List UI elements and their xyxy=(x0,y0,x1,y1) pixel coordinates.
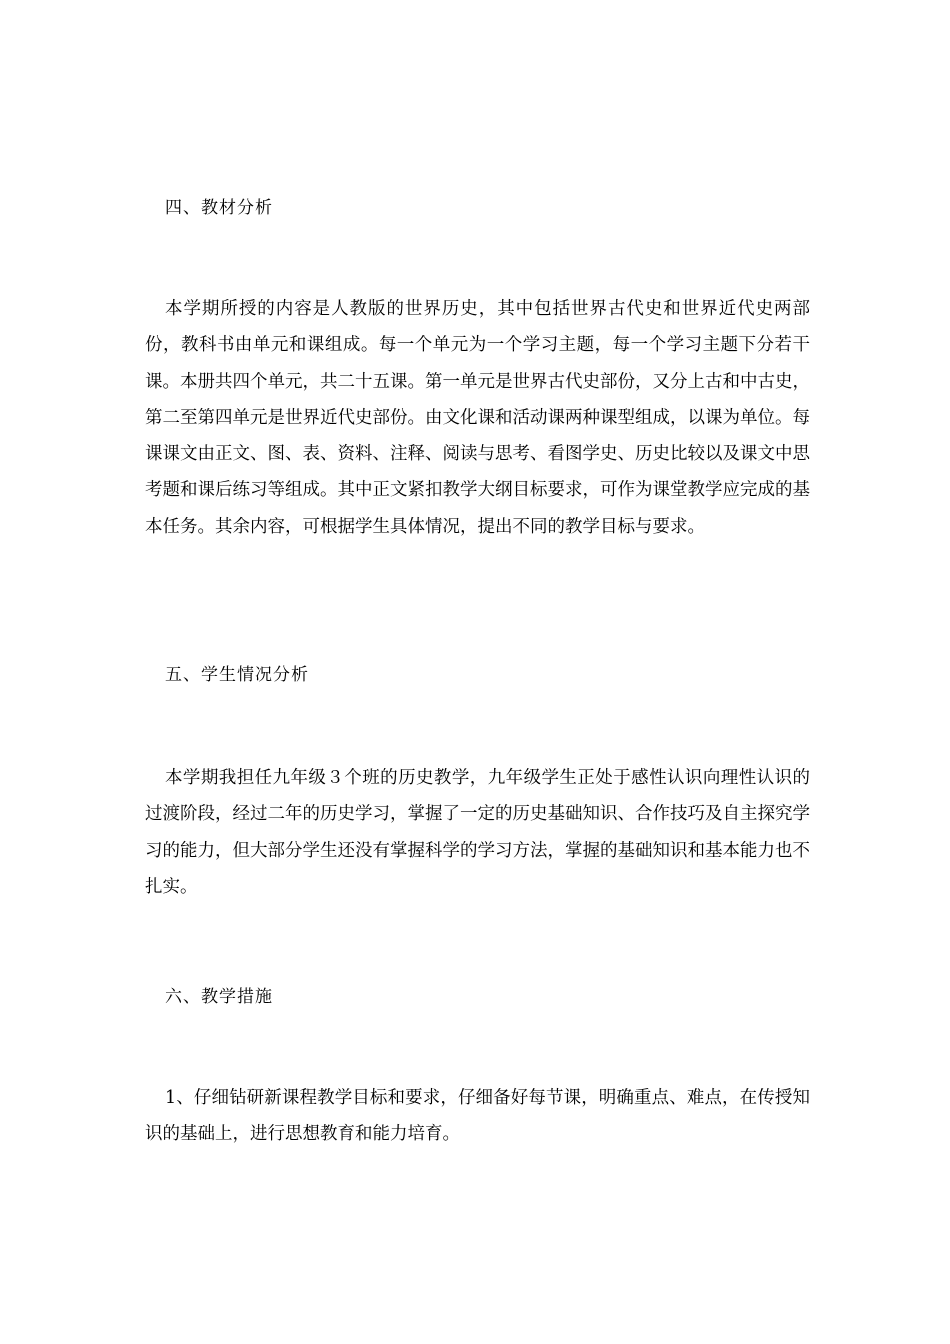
section-body-teaching-measures: 1、仔细钻研新课程教学目标和要求，仔细备好每节课，明确重点、难点，在传授知识的基础上，进行思想教育和能力培育。 xyxy=(145,1088,810,1145)
section-body-textbook-analysis: 本学期所授的内容是人教版的世界历史，其中包括世界古代史和世界近代史两部份，教科书由单元和课组成。每一个单元为一个学习主题，每一个学习主题下分若干课。本册共四个单元，共二十五课。第一单元是世界古代史部份，又分上古和中古史，第二至第四单元是世界近代史部份。由文化课和活动课两种课型组成，以课为单位。每课课文由正文、图、表、资料、注释、阅读与思考、看图学史、历史比较以及课文中思考题和课后练习等组成。其中正文紧扣教学大纲目标要求，可作为课堂教学应完成的基本任务。其余内容，可根据学生具体情况，提出不同的教学目标与要求。 xyxy=(145,299,810,537)
section-heading-textbook-analysis: 四、教材分析 xyxy=(165,198,273,218)
section-heading-teaching-measures: 六、教学措施 xyxy=(165,987,273,1007)
section-body-student-analysis: 本学期我担任九年级３个班的历史教学，九年级学生正处于感性认识向理性认识的过渡阶段，经过二年的历史学习，掌握了一定的历史基础知识、合作技巧及自主探究学习的能力，但大部分学生还没有掌握科学的学习方法，掌握的基础知识和基本能力也不扎实。 xyxy=(145,768,810,897)
section-heading-student-analysis: 五、学生情况分析 xyxy=(165,665,309,685)
